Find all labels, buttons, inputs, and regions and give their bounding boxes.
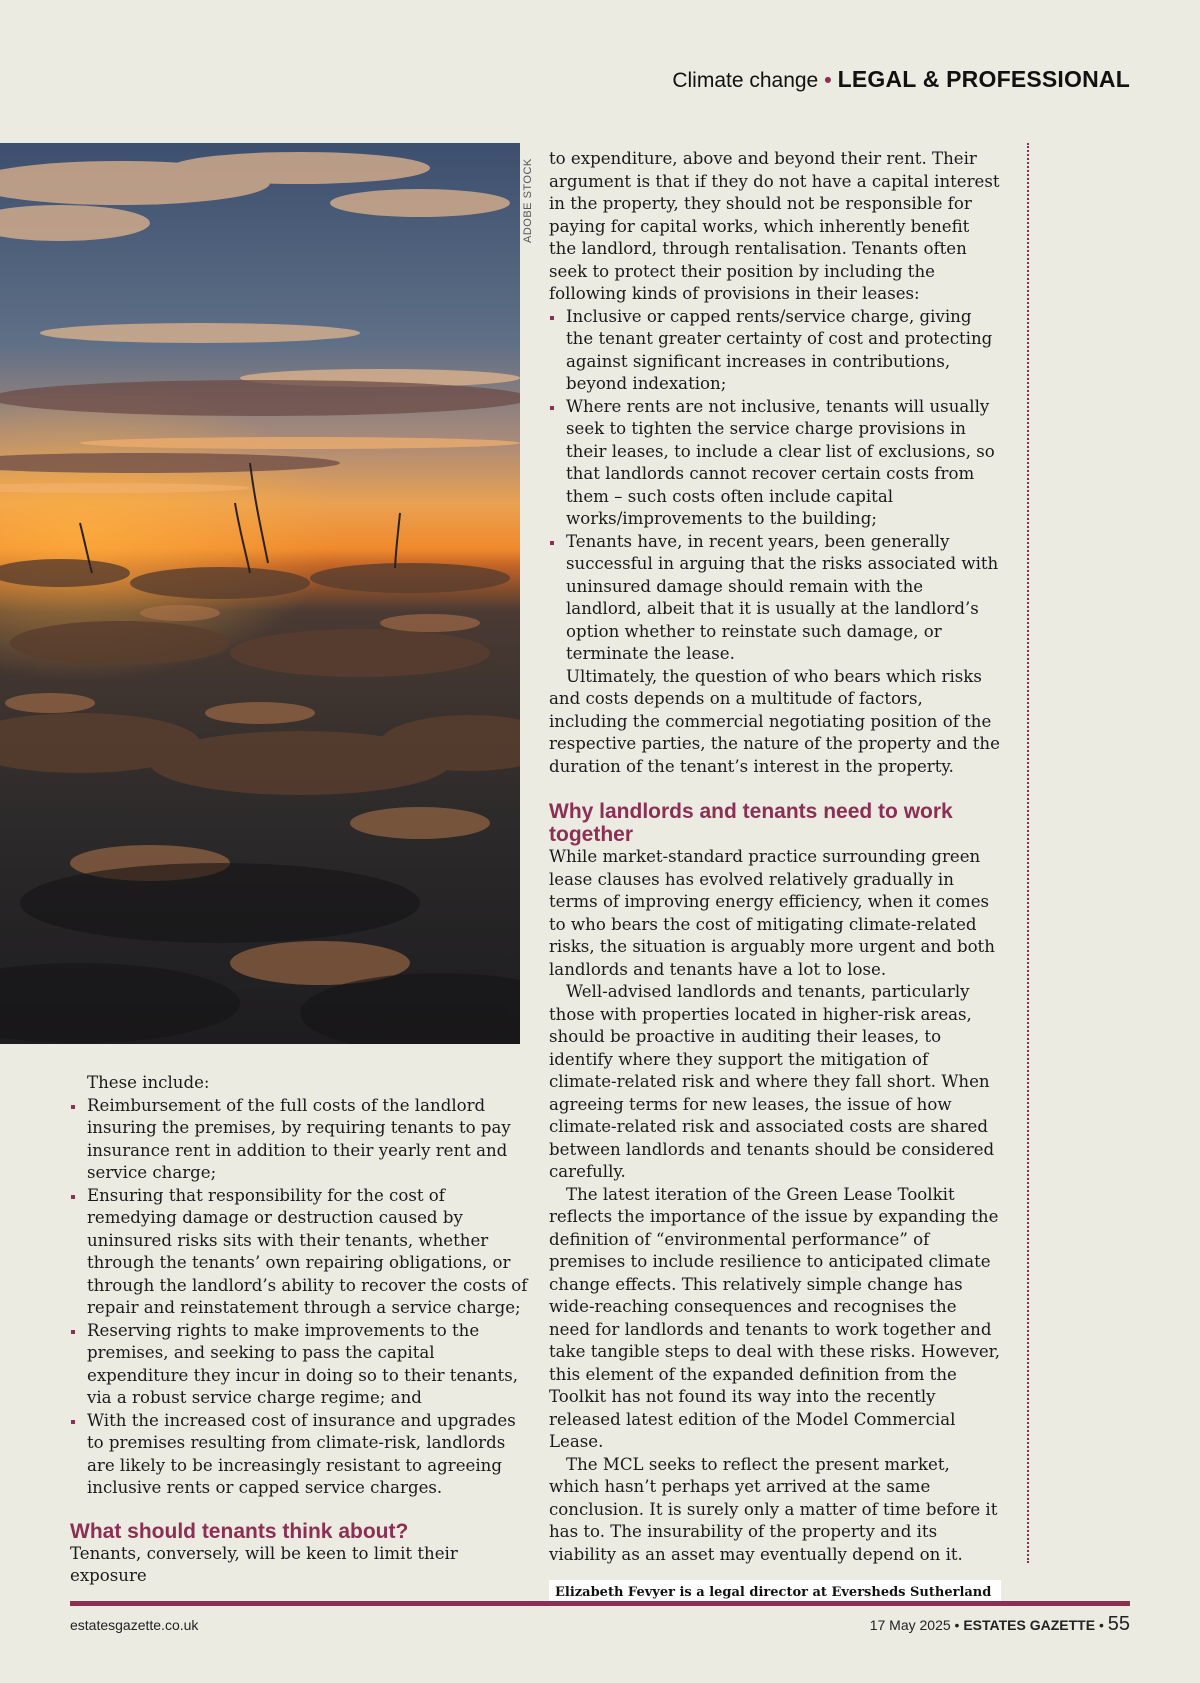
- author-bio: Elizabeth Fevyer is a legal director at Eversheds Sutherland: [549, 1580, 1001, 1606]
- publication-name: ESTATES GAZETTE: [963, 1617, 1096, 1633]
- section-header: [672, 66, 1130, 93]
- list-item: Where rents are not inclusive, tenants will usually seek to tighten the service charge provisions in their leases, to include a clear list of exclusions, so that landlords cannot recover certain costs from them – such costs often include capital works/improvements to the building;: [549, 396, 1001, 531]
- body-paragraph: Tenants, conversely, will be keen to limit their exposure: [70, 1543, 458, 1585]
- list-item: Ensuring that responsibility for the cost of remedying damage or destruction caused by uninsured risks sits with their tenants, whether through the tenants’ own repairing obligations, or through the landlord’s ability to recover the costs of repair and reinstatement through a service charge;: [70, 1185, 530, 1320]
- landlord-provisions-list: [70, 1095, 530, 1500]
- footer-rule: [70, 1601, 1130, 1606]
- tenant-provisions-list: [549, 306, 1001, 666]
- column-divider: [1027, 143, 1029, 1563]
- body-paragraph: The MCL seeks to reflect the present market, which hasn’t perhaps yet arrived at the same conclusion. It is surely only a matter of time before it has to. The insurability of the property and its viability as an asset may eventually depend on it.: [549, 1454, 998, 1564]
- list-item: With the increased cost of insurance and upgrades to premises resulting from climate-risk, landlords are likely to be increasingly resistant to agreeing inclusive rents or capped service charges.: [70, 1410, 530, 1500]
- list-item: Reserving rights to make improvements to the premises, and seeking to pass the capital expenditure they incur in doing so to their tenants, via a robust service charge regime; and: [70, 1320, 530, 1410]
- footer-website: estatesgazette.co.uk: [70, 1617, 199, 1633]
- issue-date: 17 May 2025: [869, 1617, 951, 1633]
- section-label: Climate change: [672, 69, 819, 92]
- body-paragraph: The latest iteration of the Green Lease Toolkit reflects the importance of the issue by expanding the definition of “environmental performance” of premises to include resilience to anticipated climate change effects. This relatively simple change has wide-reaching consequences and recognises the need for landlords and tenants to work together and take tangible steps to deal with these risks. However, this element of the expanded definition from the Toolkit has not found its way into the recently released latest edition of the Model Commercial Lease.: [549, 1184, 1001, 1451]
- left-column: [70, 1072, 530, 1588]
- body-paragraph: While market-standard practice surrounding green lease clauses has evolved relatively gradually in terms of improving energy efficiency, when it comes to who bears the cost of mitigating climate-related risks, the situation is arguably more urgent and both landlords and tenants have a lot to lose.: [549, 847, 995, 979]
- photo-credit: ADOBE STOCK: [522, 158, 534, 243]
- list-item: Tenants have, in recent years, been generally successful in arguing that the risks associated with uninsured damage should remain with the landlord, albeit that it is usually at the landlord’s option whether to reinstate such damage, or terminate the lease.: [549, 531, 1001, 666]
- list-item: Reimbursement of the full costs of the landlord insuring the premises, by requiring tenants to pay insurance rent in addition to their yearly rent and service charge;: [70, 1095, 530, 1185]
- intro-paragraph: These include:: [87, 1073, 210, 1092]
- header-separator: •: [824, 69, 832, 92]
- right-column: [549, 148, 1001, 1606]
- section-heading: What should tenants think about?: [70, 1519, 409, 1543]
- footer-separator: •: [954, 1617, 960, 1633]
- list-item: Inclusive or capped rents/service charge, giving the tenant greater certainty of cost and protecting against significant increases in contributions, beyond indexation;: [549, 306, 1001, 396]
- category-label: LEGAL & PROFESSIONAL: [837, 66, 1130, 92]
- body-paragraph: Well-advised landlords and tenants, particularly those with properties located in higher-risk areas, should be proactive in auditing their leases, to identify where they support the mitigation of climate-related risk and where they fall short. When agreeing terms for new leases, the issue of how climate-related risk and associated costs are shared between landlords and tenants should be considered carefully.: [549, 982, 995, 1181]
- body-paragraph: to expenditure, above and beyond their rent. Their argument is that if they do not have a capital interest in the property, they should not be responsible for paying for capital works, which inherently benefit the landlord, through rentalisation. Tenants often seek to protect their position by including the following kinds of provisions in their leases:: [549, 149, 1000, 303]
- footer-separator: •: [1098, 1617, 1104, 1633]
- footer-publication-info: [870, 1613, 1130, 1636]
- body-paragraph: Ultimately, the question of who bears which risks and costs depends on a multitude of factors, including the commercial negotiating position of the respective parties, the nature of the property and the duration of the tenant’s interest in the property.: [549, 666, 1000, 776]
- page-number: 55: [1107, 1613, 1130, 1635]
- article-photo: [0, 143, 520, 1044]
- section-heading: Why landlords and tenants need to work together: [549, 800, 953, 846]
- sunset-field-image: [0, 143, 520, 1044]
